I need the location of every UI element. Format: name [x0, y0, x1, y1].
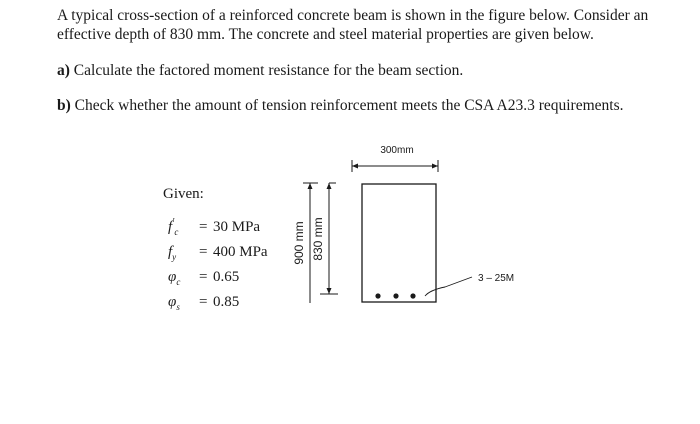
property-symbol: $f'_c$: [168, 217, 179, 237]
property-value: 30 MPa: [213, 219, 261, 235]
property-symbol: $\varphi_c$: [168, 269, 181, 287]
rebar: [375, 293, 380, 298]
property-phi-c: $\varphi_c = 0.65$: [163, 263, 268, 288]
rebar: [410, 293, 415, 298]
property-phi-s: $\varphi_s = 0.85$: [163, 288, 268, 313]
property-fc: $f'_c = 30$ MPa: [163, 213, 268, 238]
problem-intro: A typical cross-section of a reinforced concrete beam is shown in the figure below. Consider an effective depth of 830 mm. The concrete and steel material properties are given below.: [57, 7, 649, 43]
property-symbol: $\varphi_s$: [168, 294, 180, 312]
property-value: 0.85: [213, 294, 240, 310]
rebar-leader-line: [425, 277, 472, 296]
property-value: 0.65: [213, 269, 240, 285]
width-dimension: [352, 160, 438, 172]
property-fy: $f_y = 400$ MPa: [163, 238, 268, 263]
property-symbol: $f_y$: [168, 244, 177, 262]
effective-depth-label: 830 mm: [311, 217, 326, 261]
rebar-label: 3 – 25M: [478, 273, 515, 284]
rebar: [393, 293, 398, 298]
beam-outline: [362, 184, 436, 302]
tension-rebars: [375, 293, 415, 298]
width-label: 300mm: [380, 145, 414, 156]
total-height-label: 900 mm: [292, 221, 307, 265]
question-b-label: b): [57, 97, 71, 114]
given-title: Given:: [163, 186, 204, 202]
question-a-text: Calculate the factored moment resistance for the beam section.: [73, 62, 464, 79]
question-b-text: Check whether the amount of tension reinforcement meets the CSA A23.3 requirements.: [74, 97, 624, 114]
property-value: 400 MPa: [213, 244, 268, 260]
question-a-label: a): [57, 62, 70, 79]
